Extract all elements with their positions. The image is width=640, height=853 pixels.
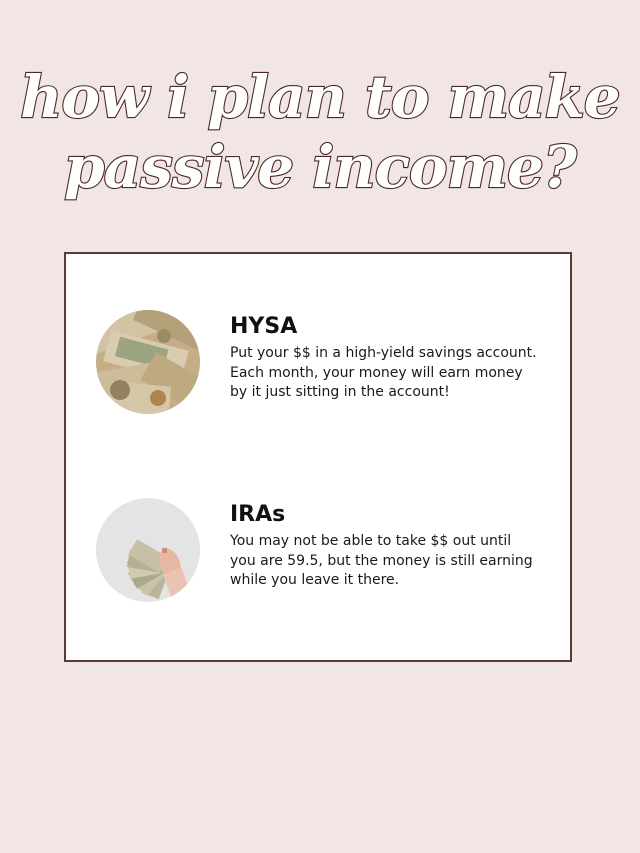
title-line-1: how i plan to make	[20, 63, 620, 131]
item-description: Put your $$ in a high-yield savings account. Each month, your money will earn money by it just sitting in the account!	[230, 345, 537, 400]
item-description: You may not be able to take $$ out until you are 59.5, but the money is still earning while you leave it there.	[230, 533, 533, 588]
content-card	[64, 252, 572, 662]
title-line-2: passive income?	[64, 133, 576, 201]
item-heading: HYSA	[230, 314, 298, 339]
item-text-iras	[230, 502, 540, 591]
page-title	[0, 62, 640, 202]
item-text-hysa	[230, 314, 540, 403]
dollar-bills-image	[96, 310, 200, 414]
cash-in-hand-image	[96, 498, 200, 602]
item-heading: IRAs	[230, 502, 286, 527]
